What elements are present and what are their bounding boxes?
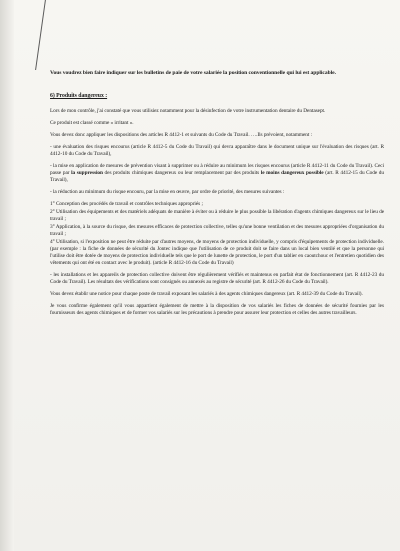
- list-item: 1° Conception des procédés de travail et contrôles techniques appropriés ;: [50, 201, 203, 208]
- page-edge-shadow: [0, 0, 14, 551]
- measures-list: [50, 201, 384, 267]
- paragraph-reduction: - la réduction au minimum du risque encouru, par la mise en œuvre, par ordre de priorité, des mesures suivantes :: [50, 189, 285, 196]
- paragraph-classification: Ce produit est classé comme « irritant ».: [50, 120, 134, 127]
- paragraph-notice: Vous devez établir une notice pour chaque poste de travail exposant les salariés à des agents chimiques dangereux (art. R 4412-39 du Code du Travail).: [50, 291, 363, 298]
- paragraph-obligations: Vous devez donc appliquer les dispositions des articles R 4412-1 et suivants du Code du Travail. ….Ils prévoient, notamment :: [50, 132, 312, 139]
- paragraph-evaluation: - une évaluation des risques encourus (article R 4412-5 du Code du Travail) qui devra apparaître dans le document unique sur l'évaluation des risques (art. R 4412-10 du Code du Travail),: [50, 144, 384, 158]
- paragraph-installations: - les installations et les appareils de protection collective doivent être régulièrement vérifiés et maintenus en parfait état de fonctionnement (art. R 4412-23 du Code du Travail). Les résultats des vérifications sont consignés ou annexés au registre de sécurité (art. R 4412-26 du Code du Travail).: [50, 272, 384, 286]
- letter-body: [50, 70, 384, 322]
- section-heading: 6) Produits dangereux :: [50, 93, 108, 100]
- paragraph-prevention: - la mise en application de mesures de prévention visant à supprimer ou à réduire au minimum les risques encourus (article R 4412-11 du Code du Travail). Ceci passe par la suppression des produits chimiques dangereux ou leur remplacement par des produits le moins dangereux possible (art. R 4412-15 du Code du Travail),: [50, 163, 384, 184]
- emphasis-least-dangerous: le moins dangereux possible: [260, 170, 324, 177]
- paragraph-control: Lors de mon contrôle, j'ai constaté que vous utilisiez notamment pour la désinfection de votre instrumentation dentaire du Dentasept.: [50, 108, 326, 115]
- list-item: 4° Utilisation, si l'exposition ne peut être réduite par d'autres moyens, de moyens de protection individuelle, y compris d'équipements de protection individuelle. (par exemple : la fiche de données de sécurité du Jontec indique que l'utilisation de ce produit doit se faire dans un local bien ventilé et que la personne qui l'utilise doit être dotée de moyens de protection individuelle tels que le port de lunette de protection, le port d'un tablier en caoutchouc et l'entretien quotidien des vêtements qui ont été en contact avec le produit). (article R 4412-16 du Code du Travail): [50, 239, 384, 267]
- paragraph-safety-sheets: Je vous confirme également qu'il vous appartient également de mettre à la disposition de vos salariés les fiches de données de sécurité fournies par les fournisseurs des agents chimiques et de former vos salariés sur les précautions à prendre pour assurer leur protection et celles des autres travailleurs.: [50, 303, 384, 317]
- intro-paragraph: Vous voudrez bien faire indiquer sur les bulletins de paie de votre salariée la position conventionnelle qui lui est applicable.: [50, 70, 336, 76]
- emphasis-suppression: la suppression: [71, 170, 103, 177]
- list-item: 3° Application, à la source du risque, des mesures efficaces de protection collective, telles qu'une bonne ventilation et des mesures appropriées d'organisation du travail ;: [50, 224, 384, 238]
- list-item: 2° Utilisation des équipements et des matériels adéquats de manière à éviter ou à réduire le plus possible la libération d'agents chimiques dangereux sur le lieu de travail ;: [50, 209, 384, 223]
